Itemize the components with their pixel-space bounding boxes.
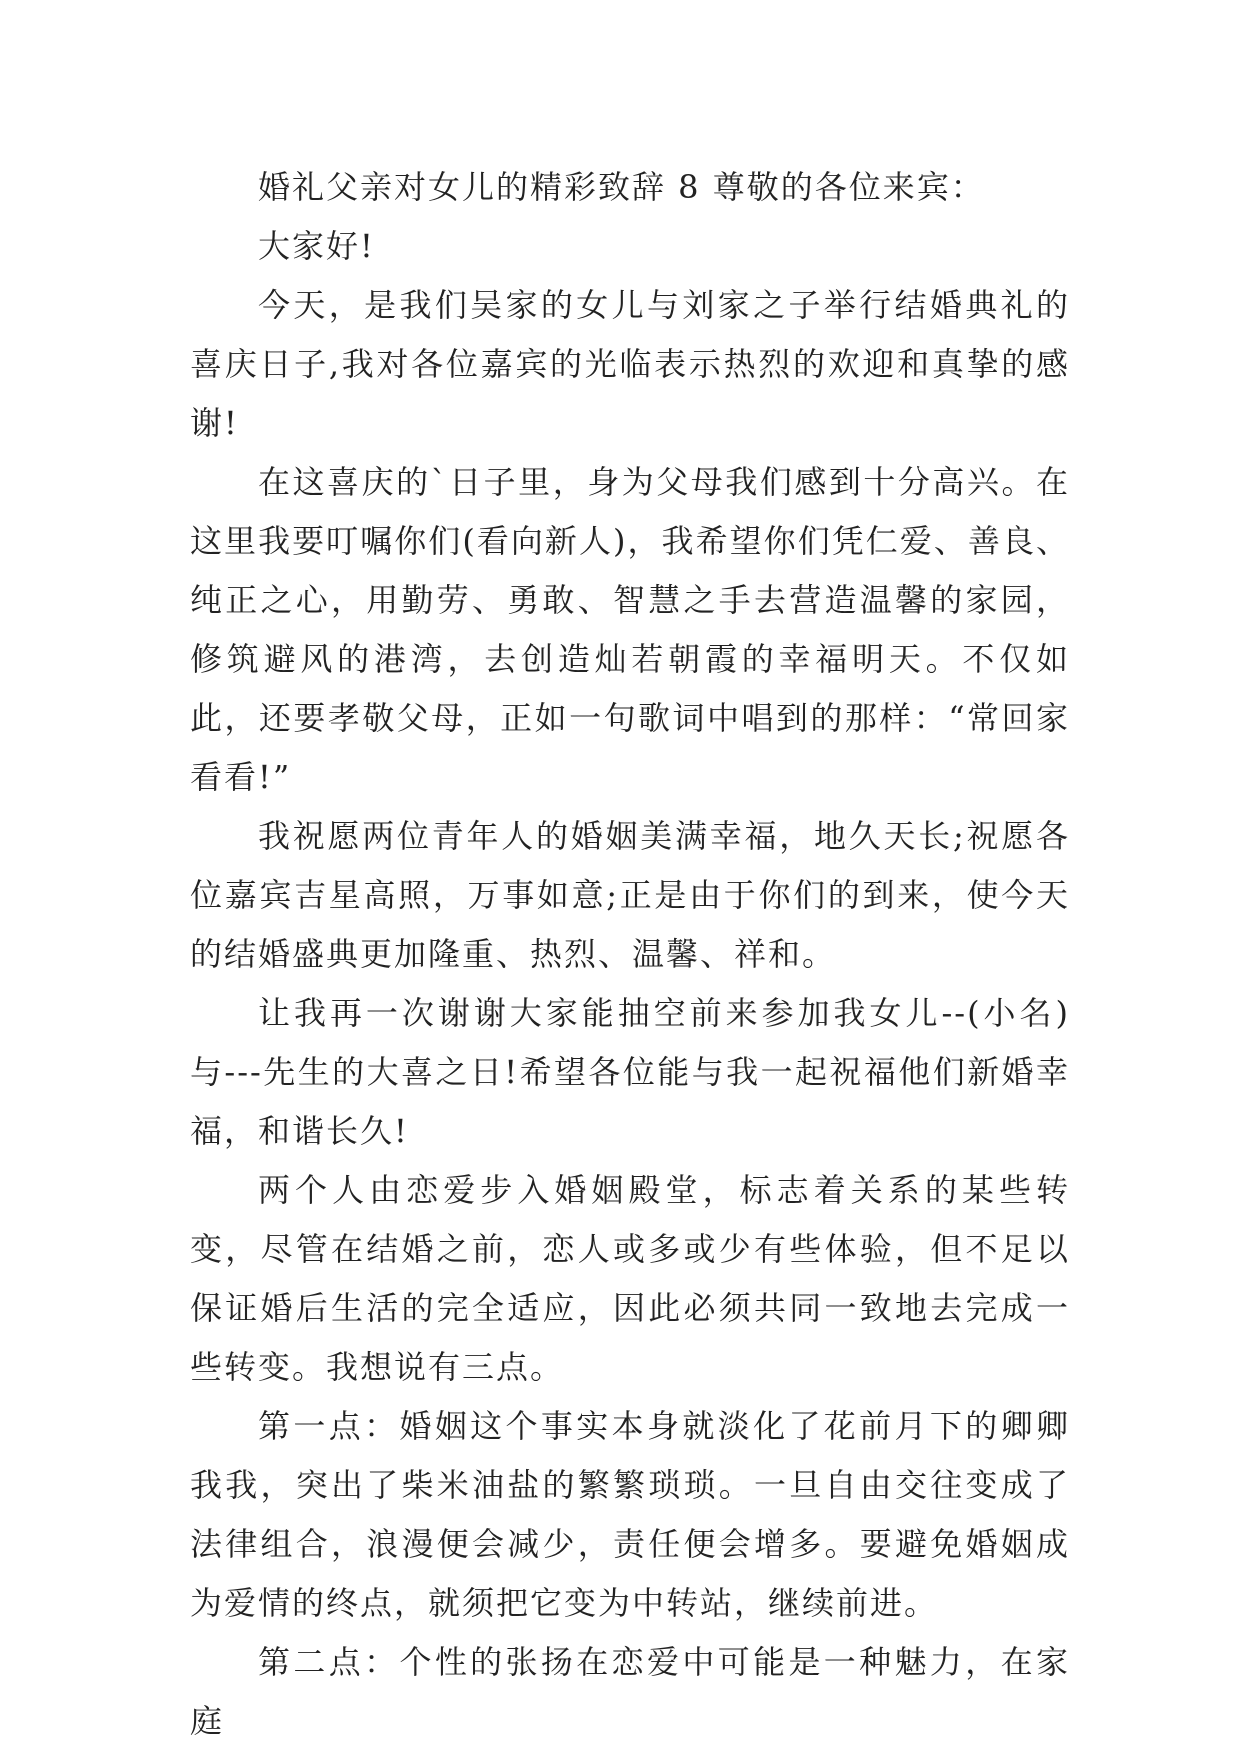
- paragraph-point-two: 第二点：个性的张扬在恋爱中可能是一种魅力，在家庭: [190, 1643, 1070, 1740]
- paragraph-marriage-transition: 两个人由恋爱步入婚姻殿堂，标志着关系的某些转变，尽管在结婚之前，恋人或多或少有些体验，但不足以保证婚后生活的完全适应，因此必须共同一致地去完成一些转变。我想说有三点。: [190, 1171, 1070, 1386]
- paragraph-thanks: 让我再一次谢谢大家能抽空前来参加我女儿--(小名)与---先生的大喜之日!希望各位能与我一起祝福他们新婚幸福，和谐长久!: [190, 994, 1070, 1150]
- paragraph-title-greeting: 婚礼父亲对女儿的精彩致辞 8 尊敬的各位来宾：: [258, 168, 985, 206]
- document-body: [190, 158, 1070, 1751]
- paragraph-blessing: 我祝愿两位青年人的婚姻美满幸福，地久天长;祝愿各位嘉宾吉星高照，万事如意;正是由于你们的到来，使今天的结婚盛典更加隆重、热烈、温馨、祥和。: [190, 817, 1070, 973]
- paragraph-welcome: 今天，是我们吴家的女儿与刘家之子举行结婚典礼的喜庆日子,我对各位嘉宾的光临表示热烈的欢迎和真挚的感谢!: [190, 286, 1070, 442]
- paragraph-advice: 在这喜庆的`日子里，身为父母我们感到十分高兴。在这里我要叮嘱你们(看向新人)，我希望你们凭仁爱、善良、纯正之心，用勤劳、勇敢、智慧之手去营造温馨的家园，修筑避风的港湾，去创造灿若朝霞的幸福明天。不仅如此，还要孝敬父母，正如一句歌词中唱到的那样：“常回家看看!”: [190, 463, 1070, 796]
- paragraph-hello: 大家好!: [258, 227, 375, 265]
- paragraph-point-one: 第一点：婚姻这个事实本身就淡化了花前月下的卿卿我我，突出了柴米油盐的繁繁琐琐。一旦自由交往变成了法律组合，浪漫便会减少，责任便会增多。要避免婚姻成为爱情的终点，就须把它变为中转站，继续前进。: [190, 1407, 1070, 1622]
